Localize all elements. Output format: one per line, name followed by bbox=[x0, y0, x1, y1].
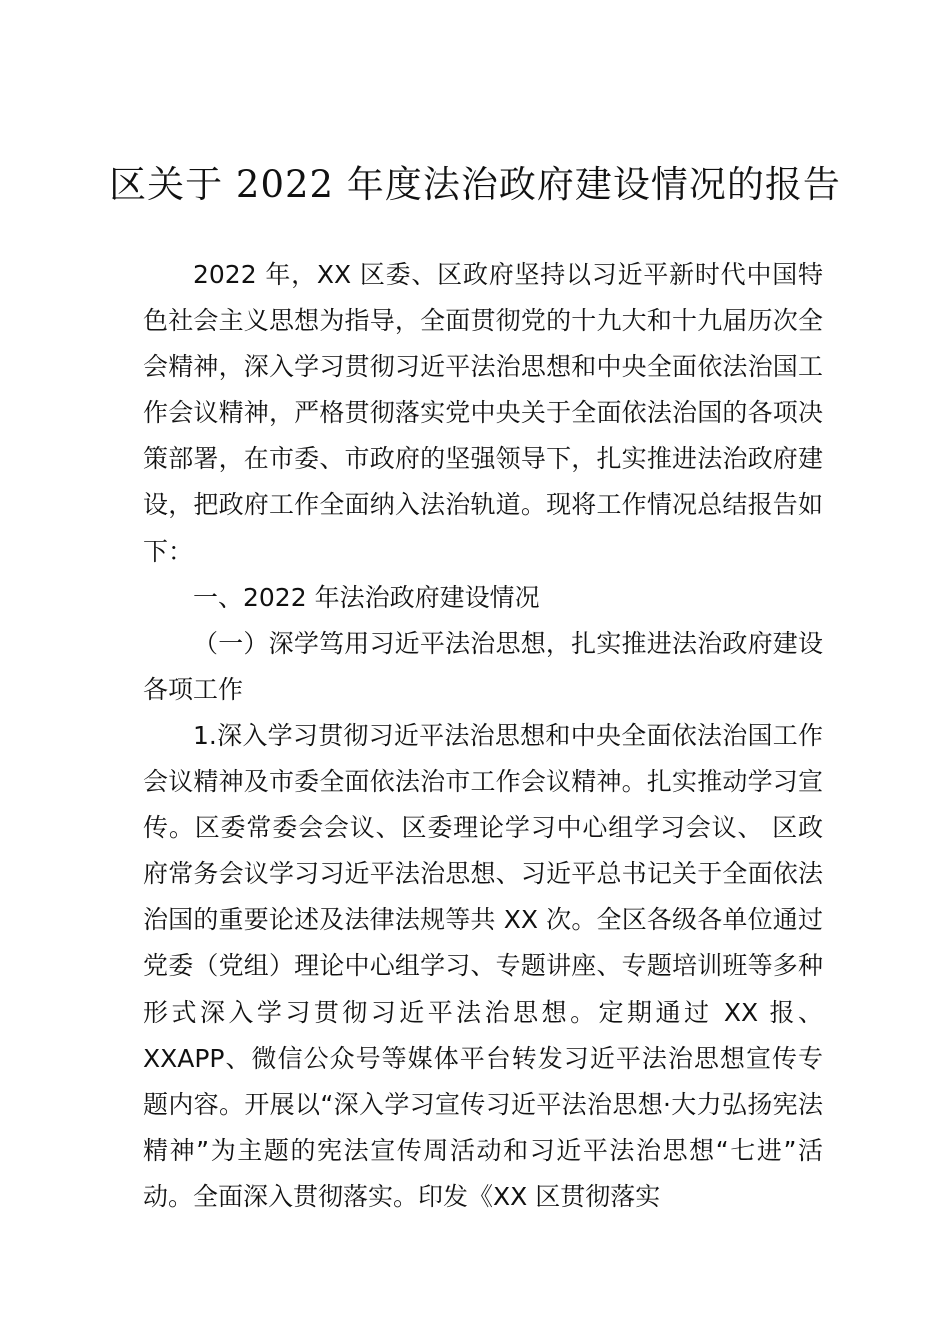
paragraph-subsection-heading: （一）深学笃用习近平法治思想，扎实推进法治政府建设各项工作 bbox=[143, 628, 823, 704]
paragraph-section-heading: 一、2022 年法治政府建设情况 bbox=[193, 582, 540, 612]
document-title: 区关于 2022 年度法治政府建设情况的报告 bbox=[109, 163, 841, 206]
paragraph-item-1: 1.深入学习贯彻习近平法治思想和中央全面依法治国工作会议精神及市委全面依法治市工作会议精神。扎实推动学习宣传。区委常委会会议、区委理论学习中心组学习会议、 区政府常务会议学习习近平法治思想、习近平总书记关于全面依法治国的重要论述及法律法规等共 XX 次。全区各级各单位通过党委（党组）理论中心组学习、专题讲座、专题培训班等多种形式深入学习贯彻习近平法治思想。定期通过 XX 报、XXAPP、微信公众号等媒体平台转发习近平法治思想宣传专题内容。开展以“深入学习宣传习近平法治思想·大力弘扬宪法精神”为主题的宪法宣传周活动和习近平法治思想“七进”活动。全面深入贯彻落实。印发《XX 区贯彻落实 bbox=[143, 720, 823, 1211]
document-body bbox=[143, 252, 823, 1220]
paragraph-intro: 2022 年，XX 区委、区政府坚持以习近平新时代中国特色社会主义思想为指导，全面贯彻党的十九大和十九届历次全会精神，深入学习贯彻习近平法治思想和中央全面依法治国工作会议精神，严格贯彻落实党中央关于全面依法治国的各项决策部署，在市委、市政府的坚强领导下，扎实推进法治政府建设，把政府工作全面纳入法治轨道。现将工作情况总结报告如下： bbox=[143, 260, 823, 566]
